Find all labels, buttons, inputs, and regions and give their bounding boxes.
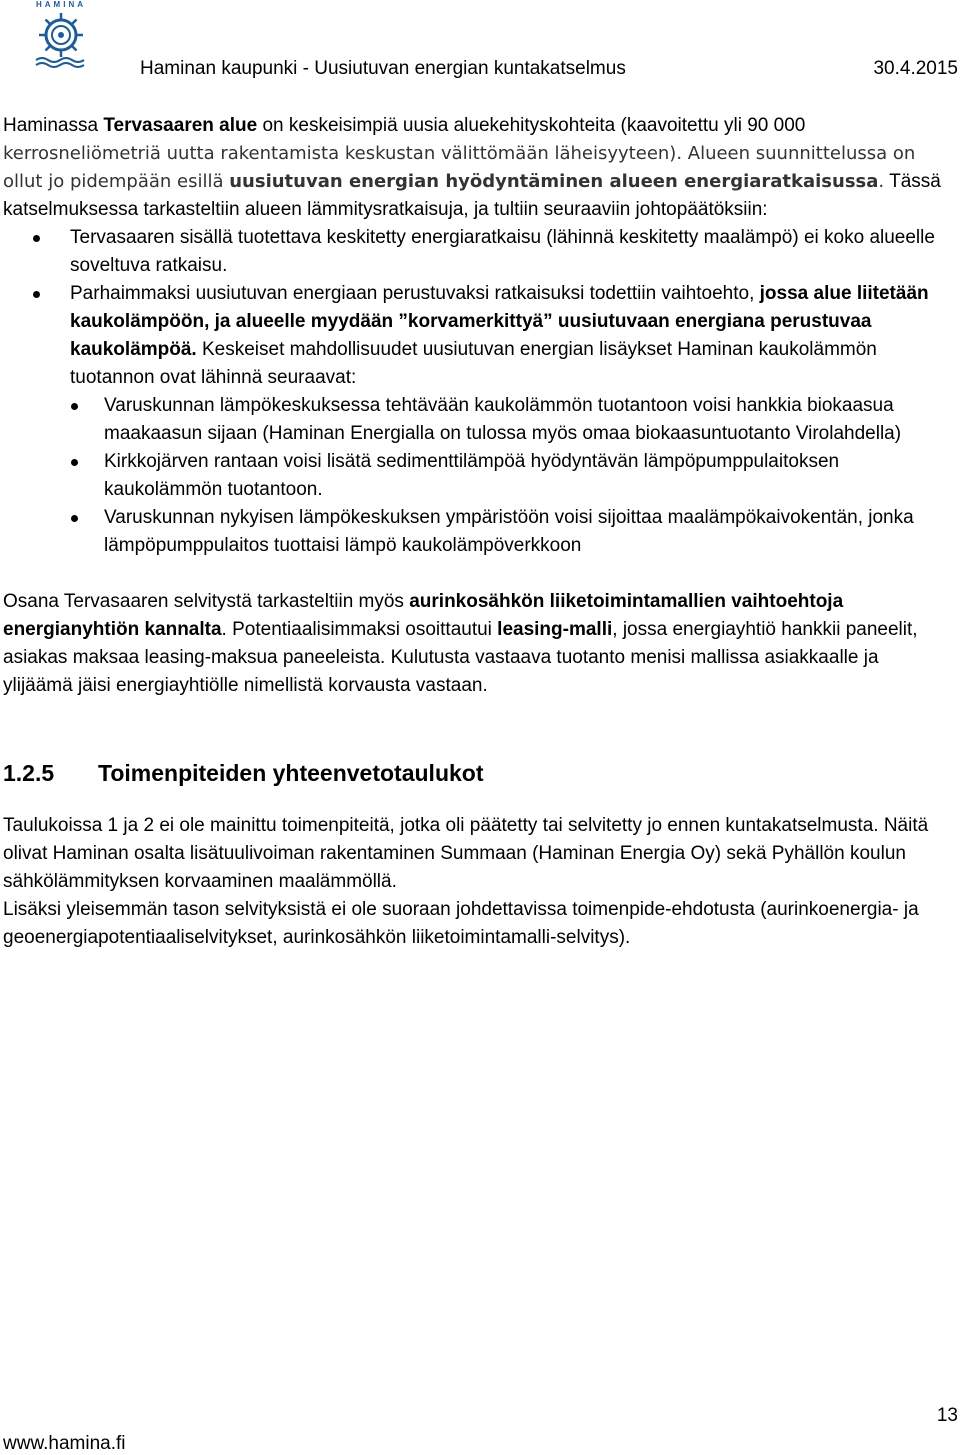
text-run: Haminassa [3, 115, 104, 136]
paragraph-solar [3, 588, 948, 700]
paragraph-tervasaari [3, 112, 948, 224]
list-item [3, 280, 948, 560]
paragraph-additional: Lisäksi yleisemmän tason selvityksistä ei ole suoraan johdettavissa toimenpide-ehdotusta (aurinkoenergia- ja geoenergiapotentiaaliselvitykset, aurinkosähkön liiketoimintamalli-selvitys). [3, 899, 919, 948]
text-run: , jossa energiayhtiö hankkii paneelit, asiakas maksaa leasing-maksua paneeleista. Kulutusta vastaava tuotanto menisi mallissa asiakkaalle ja ylijäämä jäisi energiayhtiölle nimellistä korvausta vastaan. [3, 619, 918, 696]
emphasis-district-heating: jossa alue liitetään kaukolämpöön, ja alueelle myydään ”korvamerkittyä” uusiutuvaan energiana perustuvaa kaukolämpöä. [70, 283, 929, 360]
header-title: Haminan kaupunki - Uusiutuvan energian kuntakatselmus [140, 58, 626, 79]
text-run: . [878, 171, 885, 192]
sub-list-item: Varuskunnan lämpökeskuksessa tehtävään kaukolämmön tuotantoon voisi hankkia biokaasua maakaasun sijaan (Haminan Energialla on tulossa myös omaa biokaasuntuotanto Virolahdella) [70, 392, 948, 448]
text-run: Osana Tervasaaren selvitystä tarkasteltiin myös [3, 591, 410, 612]
emphasis-solar-models: aurinkosähkön liiketoimintamallien vaihtoehtoja energianyhtiön kannalta [3, 591, 844, 640]
emphasis-leasing: leasing-malli [497, 619, 613, 640]
text-run: on keskeisimpiä uusia aluekehityskohteita (kaavoitettu yli 90 000 [257, 115, 806, 136]
footer-url: www.hamina.fi [3, 1433, 126, 1454]
page-number: 13 [936, 1405, 958, 1426]
emphasis-renewable: uusiutuvan energian hyödyntäminen alueen energiaratkaisussa [229, 171, 879, 192]
sub-list-item: Kirkkojärven rantaan voisi lisätä sedimenttilämpöä hyödyntävän lämpöpumppulaitoksen kaukolämmön tuotantoon. [70, 448, 948, 504]
paragraph-tables: Taulukoissa 1 ja 2 ei ole mainittu toimenpiteitä, jotka oli päätetty tai selvitetty jo ennen kuntakatselmusta. Näitä olivat Haminan osalta lisätuulivoiman rakentaminen Summaan (Haminan Energia Oy) sekä Pyhällön koulun sähkölämmityksen korvaaminen maalämmöllä. [3, 815, 929, 892]
document-body [3, 112, 948, 952]
list-item-text: Keskeiset mahdollisuudet uusiutuvan energian lisäykset Haminan kaukolämmön tuotannon ovat lähinnä seuraavat: [70, 339, 877, 388]
hamina-emblem-icon [30, 0, 92, 68]
logo-wordmark: HAMINA [36, 0, 86, 9]
sub-list-item: Varuskunnan nykyisen lämpökeskuksen ympäristöön voisi sijoittaa maalämpökaivokentän, jonka lämpöpumppulaitos tuottaisi lämpö kaukolämpöverkkoon [70, 504, 948, 560]
list-item-text: Parhaimmaksi uusiutuvan energiaan perustuvaksi ratkaisuksi todettiin vaihtoehto, [70, 283, 760, 304]
text-run: . Potentiaalisimmaksi osoittautui [221, 619, 498, 640]
sub-list [70, 392, 948, 560]
section-heading [3, 756, 948, 790]
list-item-text: Tervasaaren sisällä tuotettava keskitetty energiaratkaisu (lähinnä keskitetty maalämpö) ei koko alueelle soveltuva ratkaisu. [70, 227, 935, 276]
emphasis-tervasaaren-alue: Tervasaaren alue [103, 115, 258, 136]
text-run: Tässä katselmuksessa tarkasteltiin alueen lämmitysratkaisuja, ja tultiin seuraaviin johtopäätöksiin: [3, 171, 941, 220]
section-title: Toimenpiteiden yhteenvetotaulukot [98, 760, 484, 786]
hamina-logo [30, 0, 92, 68]
text-run: kerrosneliömetriä uutta rakentamista keskustan välittömään läheisyyteen). Alueen suunnittelussa on ollut jo pidempään esillä [3, 143, 916, 192]
header-date: 30.4.2015 [873, 58, 958, 79]
list-item [3, 224, 948, 280]
conclusion-list [3, 224, 948, 560]
section-number: 1.2.5 [3, 760, 55, 786]
